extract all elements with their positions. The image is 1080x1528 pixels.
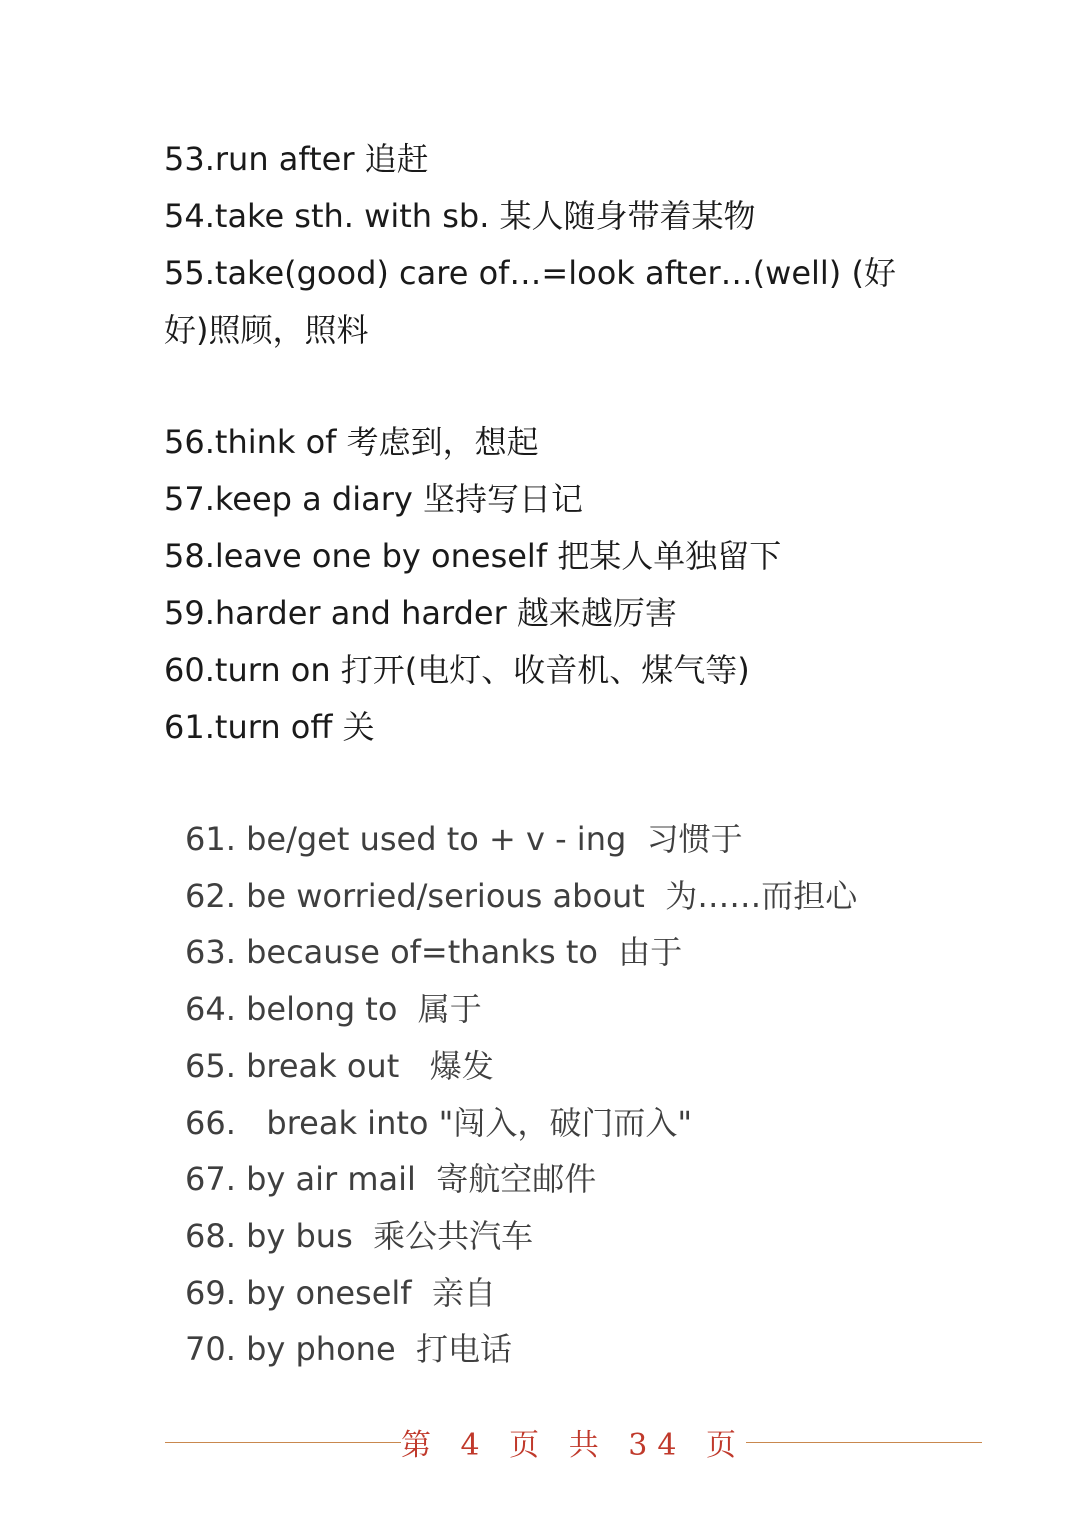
page-number: 第 4 页 共 34 页	[401, 1428, 746, 1463]
phrase-line: 58.leave one by oneself 把某人单独留下	[164, 537, 782, 575]
phrase-line: 66. break into "闯入，破门而入"	[185, 1103, 693, 1142]
phrase-line: 70. by phone 打电话	[185, 1330, 512, 1369]
phrase-line: 53.run after 追赶	[164, 140, 429, 178]
phrase-line: 68. by bus 乘公共汽车	[185, 1216, 534, 1255]
phrase-line: 65. break out 爆发	[185, 1046, 494, 1085]
phrase-line: 59.harder and harder 越来越厉害	[164, 594, 677, 632]
phrase-group-2	[164, 414, 924, 756]
phrase-group-1	[164, 131, 924, 359]
phrase-line: 62. be worried/serious about 为……而担心	[185, 876, 858, 915]
phrase-group-3	[185, 811, 945, 1378]
phrase-line: 61. be/get used to + v - ing 习惯于	[185, 820, 743, 858]
phrase-line: 60.turn on 打开(电灯、收音机、煤气等)	[164, 651, 750, 689]
phrase-line: 64. belong to 属于	[185, 990, 482, 1029]
footer-rule-right	[746, 1442, 982, 1443]
phrase-line: 54.take sth. with sb. 某人随身带着某物	[164, 197, 756, 235]
phrase-line: 56.think of 考虑到，想起	[164, 423, 539, 461]
phrase-line: 57.keep a diary 坚持写日记	[164, 480, 584, 518]
phrase-line: 55.take(good) care of…=look after…(well) (好好)照顾，照料	[164, 254, 896, 349]
phrase-line: 69. by oneself 亲自	[185, 1273, 496, 1312]
phrase-line: 61.turn off 关	[164, 708, 375, 746]
phrase-line: 63. because of=thanks to 由于	[185, 933, 683, 972]
page-footer	[165, 1417, 920, 1467]
footer-rule-left	[165, 1442, 401, 1443]
phrase-line: 67. by air mail 寄航空邮件	[185, 1160, 597, 1199]
